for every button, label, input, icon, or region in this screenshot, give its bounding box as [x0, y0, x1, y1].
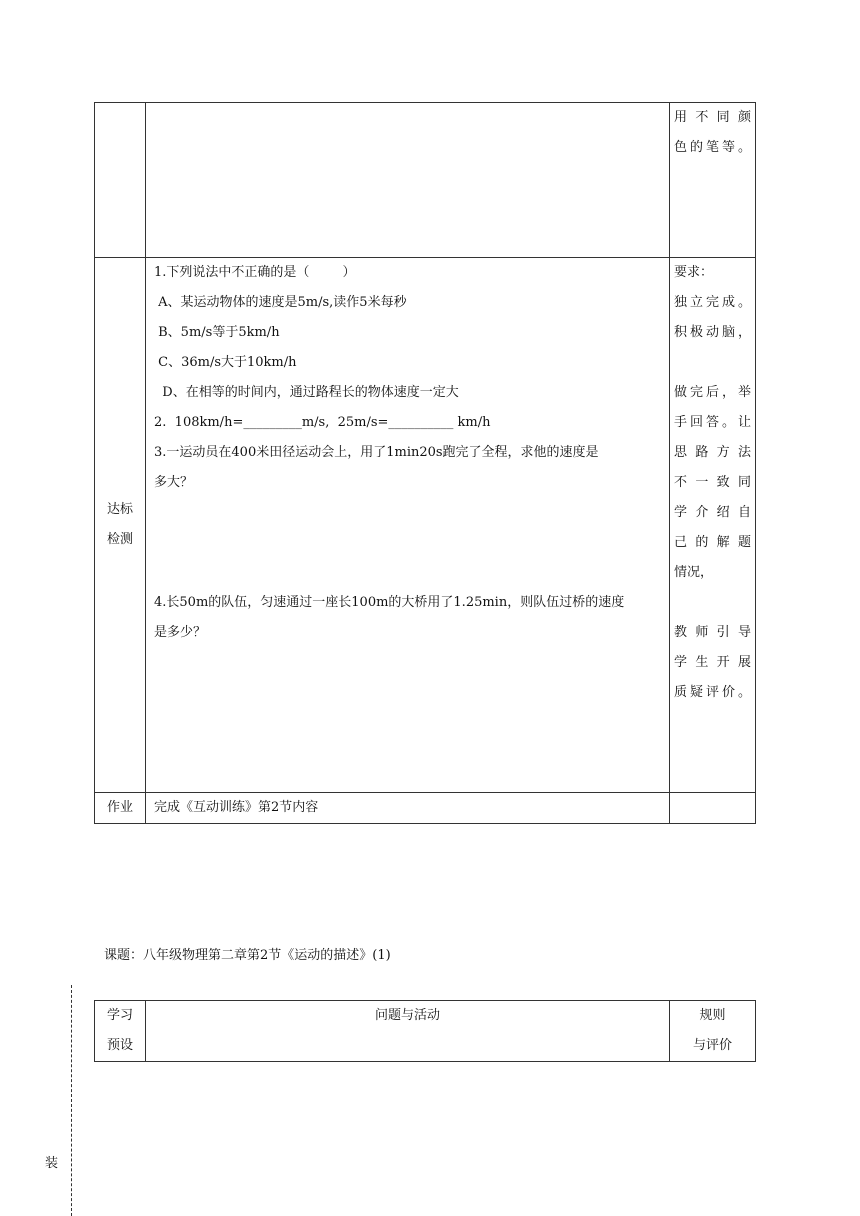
- table-row: [95, 1001, 756, 1062]
- content-cell: [146, 258, 670, 793]
- header-label: 与评价: [692, 1038, 732, 1053]
- lesson-header-table: [94, 1000, 756, 1062]
- row-label-cell: [95, 793, 146, 824]
- evaluation-cell: [670, 103, 756, 258]
- header-label: 学习: [106, 1008, 133, 1023]
- header-label: 预设: [106, 1038, 133, 1053]
- evaluation-line: 学介绍自: [674, 505, 751, 520]
- evaluation-line: 做完后，举: [674, 385, 751, 400]
- evaluation-line: 情况，: [674, 565, 714, 580]
- row-label-cell: [95, 258, 146, 793]
- header-cell: [95, 1001, 146, 1062]
- evaluation-line: 色的笔等。: [674, 140, 751, 155]
- evaluation-line: 要求：: [674, 265, 714, 280]
- evaluation-line: 不一致同: [674, 475, 751, 490]
- evaluation-line: 用不同颜: [674, 110, 751, 125]
- header-cell: [146, 1001, 670, 1062]
- question-4-cont: 是多少？: [154, 625, 207, 640]
- option-d: D、在相等的时间内，通过路程长的物体速度一定大: [154, 385, 459, 400]
- evaluation-line: 教师引导: [674, 625, 751, 640]
- header-cell: [670, 1001, 756, 1062]
- evaluation-line: 学生开展: [674, 655, 751, 670]
- table-row: [95, 793, 756, 824]
- evaluation-cell: [670, 793, 756, 824]
- binding-label: 装: [45, 1156, 59, 1171]
- evaluation-line: 思路方法: [674, 445, 751, 460]
- homework-text: 完成《互动训练》第2节内容: [154, 800, 319, 815]
- content-cell: [146, 793, 670, 824]
- question-4: 4.长50m的队伍，匀速通过一座长100m的大桥用了1.25min，则队伍过桥的速度: [154, 595, 625, 610]
- option-a: A、某运动物体的速度是5m/s,读作5米每秒: [154, 295, 407, 310]
- option-c: C、36m/s大于10km/h: [154, 355, 297, 370]
- question-2: 2. 108km/h=_________m/s, 25m/s=__________ km/h: [154, 415, 491, 430]
- content-cell: [146, 103, 670, 258]
- evaluation-line: 己的解题: [674, 535, 751, 550]
- evaluation-line: 独立完成。: [674, 295, 751, 310]
- table-row: [95, 103, 756, 258]
- header-label: 规则: [699, 1008, 726, 1023]
- row-label-cell: [95, 103, 146, 258]
- header-label: 问题与活动: [374, 1008, 440, 1023]
- row-label: 检测: [106, 532, 133, 547]
- question-1: 1.下列说法中不正确的是（ ）: [154, 265, 356, 280]
- question-3: 3.一运动员在400米田径运动会上，用了1min20s跑完了全程，求他的速度是: [154, 445, 599, 460]
- binding-dashed-line: [71, 985, 72, 1216]
- lesson-title: 课题：八年级物理第二章第2节《运动的描述》(1): [104, 948, 391, 963]
- table-row: [95, 258, 756, 793]
- evaluation-line: 质疑评价。: [674, 685, 751, 700]
- option-b: B、5m/s等于5km/h: [154, 325, 280, 340]
- evaluation-cell: [670, 258, 756, 793]
- lesson-table: [94, 102, 756, 824]
- question-3-cont: 多大？: [154, 475, 194, 490]
- evaluation-line: 手回答。让: [674, 415, 751, 430]
- row-label: 作业: [106, 800, 133, 815]
- evaluation-line: 积极动脑，: [674, 325, 751, 340]
- row-label: 达标: [106, 502, 133, 517]
